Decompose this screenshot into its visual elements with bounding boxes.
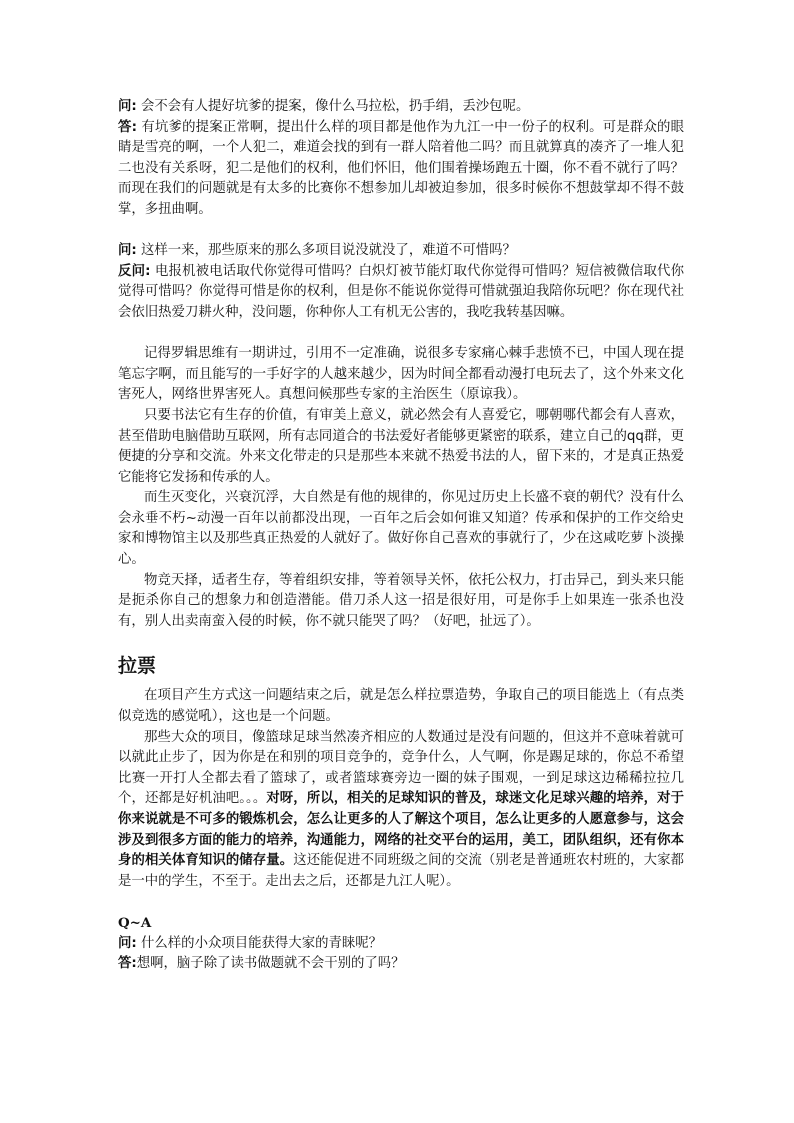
answer-label: 反问: bbox=[118, 263, 151, 279]
body-paragraph: 而生灭变化，兴衰沉浮，大自然是有他的规律的，你见过历史上长盛不衰的朝代？没有什么会永垂不朽~动漫一百年以前都没出现，一百年之后会如何谁又知道？传承和保护的工作交给史家和博物馆主以及那些真正热爱的人就好了。做好你自己喜欢的事就行了，少在这咸吃萝卜淡操心。 bbox=[118, 490, 684, 568]
question-label: 问: bbox=[118, 99, 137, 114]
answer-1 bbox=[118, 118, 684, 221]
body-paragraph: 只要书法它有生存的价值，有审美上意义，就必然会有人喜爱它，哪朝哪代都会有人喜欢，甚至借助电脑借助互联网，所有志同道合的书法爱好者能够更紧密的联系，建立自己的qq群，更便捷的分享和交流。外来文化带走的只是那些本来就不热爱书法的人，留下来的，才是真正热爱它能将它发扬和传承的人。 bbox=[118, 407, 685, 485]
question-3 bbox=[118, 934, 684, 955]
answer-label: 答: bbox=[118, 119, 137, 135]
answer-2 bbox=[118, 262, 684, 324]
section-paragraph bbox=[118, 728, 684, 893]
question-1 bbox=[118, 97, 684, 118]
spacer bbox=[118, 892, 684, 913]
answer-text: 想啊，脑子除了读书做题就不会干别的了吗？ bbox=[136, 956, 405, 972]
bold-emphasis-text: 对呀，所以，相关的足球知识的普及，球迷文化足球兴趣的培养，对于你来说就是不可多的锻炼机会，怎么让更多的人了解这个项目，怎么让更多的人愿意参与，这会涉及到很多方面的能力的培养，沟通能力，网络的社交平台的运用，美工，团队组织，还有你本身的相关体育知识的储存量。 bbox=[118, 791, 685, 869]
answer-label: 答: bbox=[118, 956, 137, 972]
question-label: 问: bbox=[118, 935, 137, 951]
spacer bbox=[118, 324, 684, 345]
spacer bbox=[118, 221, 684, 242]
question-text: 什么样的小众项目能获得大家的青睐呢？ bbox=[141, 935, 383, 951]
answer-text: 有坑爹的提案正常啊，提出什么样的项目都是他作为九江一中一份子的权利。可是群众的眼睛是雪亮的啊，一个人犯二，难道会找的到有一群人陪着他二吗？而且就算真的凑齐了一堆人犯二也没有关系呀，犯二是他们的权利，他们怀旧，他们围着操场跑五十圈，你不看不就行了吗？而现在我们的问题就是有太多的比赛你不想参加儿却被迫参加，很多时候你不想鼓掌却不得不鼓掌，多扭曲啊。 bbox=[118, 119, 684, 217]
qa-heading: Q~A bbox=[118, 914, 152, 931]
document-page bbox=[118, 97, 684, 975]
section-heading: 拉票 bbox=[118, 655, 157, 678]
question-text: 这样一来，那些原来的那么多项目说没就没了，难道不可惜吗？ bbox=[141, 243, 516, 259]
body-paragraph: 记得罗辑思维有一期讲过，引用不一定准确，说很多专家痛心棘手悲愤不已，中国人现在提笔忘字啊，而且能写的一手好字的人越来越少，因为时间全都看动漫打电玩去了，这个外来文化害死人，网络世界害死人。真想问候那些专家的主治医生（原谅我）。 bbox=[118, 346, 684, 403]
question-2 bbox=[118, 241, 684, 262]
paragraph-text: 那些大众的项目，像篮球足球当然凑齐相应的人数通过是没有问题的，但这并不意味着就可以就此止步了，因为你是在和别的项目竞争的，竞争什么，人气啊，你是踢足球的，你总不希望比赛一开打人全都去看了篮球了，或者篮球赛旁边一圈的妹子围观，一到足球这边稀稀拉拉几个，还都是好机油吧。。。 bbox=[118, 729, 684, 807]
section-paragraph: 在项目产生方式这一问题结束之后，就是怎么样拉票造势，争取自己的项目能选上（有点类似竞选的感觉吼），这也是一个问题。 bbox=[118, 688, 684, 725]
question-text: 会不会有人提好坑爹的提案，像什么马拉松，扔手绢，丢沙包呢。 bbox=[141, 99, 530, 114]
answer-3 bbox=[118, 954, 684, 975]
body-paragraph: 物竞天择，适者生存，等着组织安排，等着领导关怀，依托公权力，打击异己，到头来只能是扼杀你自己的想象力和创造潜能。借刀杀人这一招是很好用，可是你手上如果连一张杀也没有，别人出卖南蛮入侵的时候，你不就只能哭了吗？（好吧，扯远了）。 bbox=[118, 572, 684, 629]
question-label: 问: bbox=[118, 243, 137, 259]
paragraph-text: 这还能促进不同班级之间的交流（别老是普通班农村班的，大家都是一中的学生，不至于。走出去之后，还都是九江人呢）。 bbox=[118, 853, 684, 889]
answer-text: 电报机被电话取代你觉得可惜吗？白炽灯被节能灯取代你觉得可惜吗？短信被微信取代你觉得可惜吗？你觉得可惜是你的权利，但是你不能说你觉得可惜就强迫我陪你玩吧？你在现代社会依旧热爱刀耕火种，没问题，你种你人工有机无公害的，我吃我转基因嘛。 bbox=[118, 263, 684, 320]
